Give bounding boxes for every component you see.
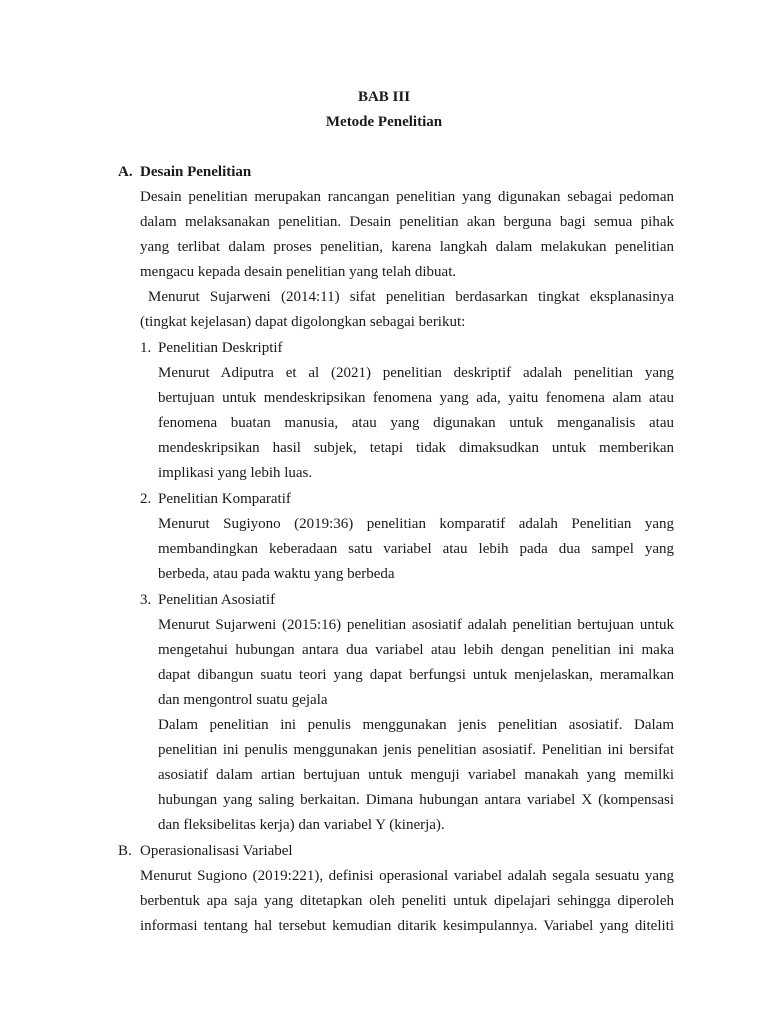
section-a-paragraph-1 xyxy=(140,185,674,285)
text-line: informasi tentang hal tersebut kemudian ditarik kesimpulannya. Variabel yang diteliti xyxy=(140,918,674,934)
text-line: berbeda, atau pada waktu yang berbeda xyxy=(158,566,395,582)
text-line: fenomena buatan manusia, atau yang digunakan untuk menganalisis atau xyxy=(158,415,674,431)
text-line: dapat dibangun suatu teori yang dapat berfungsi untuk menjelaskan, meramalkan xyxy=(158,667,674,683)
text-line: hubungan yang saling berkaitan. Dimana hubungan antara variabel X (kompensasi xyxy=(158,792,674,808)
list-item-1-number: 1. xyxy=(140,340,152,356)
section-b-title: Operasionalisasi Variabel xyxy=(140,843,293,859)
text-line: dalam melaksanakan penelitian. Desain penelitian akan berguna bagi semua pihak xyxy=(140,214,674,230)
list-item-2-body xyxy=(158,512,674,587)
list-item-3-title: Penelitian Asosiatif xyxy=(158,592,276,608)
section-a-marker: A. xyxy=(118,164,133,180)
list-item-1-heading xyxy=(140,338,283,358)
text-line: dan mengontrol suatu gejala xyxy=(158,692,328,708)
section-b-heading xyxy=(118,841,293,861)
text-line: bertujuan untuk mendeskripsikan fenomena yang ada, yaitu fenomena alam atau xyxy=(158,390,674,406)
text-line: Menurut Adiputra et al (2021) penelitian deskriptif adalah penelitian yang xyxy=(158,365,674,381)
text-line: Desain penelitian merupakan rancangan penelitian yang digunakan sebagai pedoman xyxy=(140,189,674,205)
list-item-1-body xyxy=(158,361,674,486)
text-line: (tingkat kejelasan) dapat digolongkan sebagai berikut: xyxy=(140,314,466,330)
text-line: asosiatif dalam artian bertujuan untuk menguji variabel manakah yang memilki xyxy=(158,767,674,783)
text-line: implikasi yang lebih luas. xyxy=(158,465,313,481)
list-item-3-number: 3. xyxy=(140,592,152,608)
text-line: dan fleksibelitas kerja) dan variabel Y (kinerja). xyxy=(158,817,445,833)
text-line: Menurut Sujarweni (2015:16) penelitian asosiatif adalah penelitian bertujuan untuk xyxy=(158,617,674,633)
list-item-2-heading xyxy=(140,489,291,509)
section-a-heading xyxy=(118,162,251,182)
list-item-3-heading xyxy=(140,590,275,610)
list-item-3-body xyxy=(158,613,674,713)
text-line: Dalam penelitian ini penulis menggunakan jenis penelitian asosiatif. Dalam xyxy=(158,717,674,733)
text-line: Menurut Sugiyono (2019:36) penelitian komparatif adalah Penelitian yang xyxy=(158,516,674,532)
section-b-paragraph-1 xyxy=(140,864,674,939)
section-b-marker: B. xyxy=(118,843,132,859)
text-line: penelitian ini penulis menggunakan jenis penelitian asosiatif. Penelitian ini bersifat xyxy=(158,742,674,758)
text-line: mendeskripsikan hasil subjek, tetapi tidak dimaksudkan untuk memberikan xyxy=(158,440,674,456)
text-line: mengacu kepada desain penelitian yang telah dibuat. xyxy=(140,264,457,280)
list-item-1-title: Penelitian Deskriptif xyxy=(158,340,283,356)
text-line: Menurut Sugiono (2019:221), definisi operasional variabel adalah segala sesuatu yang xyxy=(140,868,674,884)
text-line: berbentuk apa saja yang ditetapkan oleh peneliti untuk dipelajari sehingga diperoleh xyxy=(140,893,674,909)
text-line: yang terlibat dalam proses penelitian, karena langkah dalam melakukan penelitian xyxy=(140,239,674,255)
chapter-heading: BAB III xyxy=(357,89,411,105)
text-line: mengetahui hubungan antara dua variabel atau lebih dengan penelitian ini maka xyxy=(158,642,674,658)
chapter-title: Metode Penelitian xyxy=(325,114,443,130)
list-item-2-title: Penelitian Komparatif xyxy=(158,491,291,507)
list-item-3-extra-body xyxy=(158,713,674,838)
text-line: membandingkan keberadaan satu variabel atau lebih pada dua sampel yang xyxy=(158,541,674,557)
text-line: Menurut Sujarweni (2014:11) sifat penelitian berdasarkan tingkat eksplanasinya xyxy=(148,289,674,305)
list-item-2-number: 2. xyxy=(140,491,152,507)
section-a-title: Desain Penelitian xyxy=(140,164,252,180)
section-a-paragraph-2 xyxy=(140,285,674,335)
